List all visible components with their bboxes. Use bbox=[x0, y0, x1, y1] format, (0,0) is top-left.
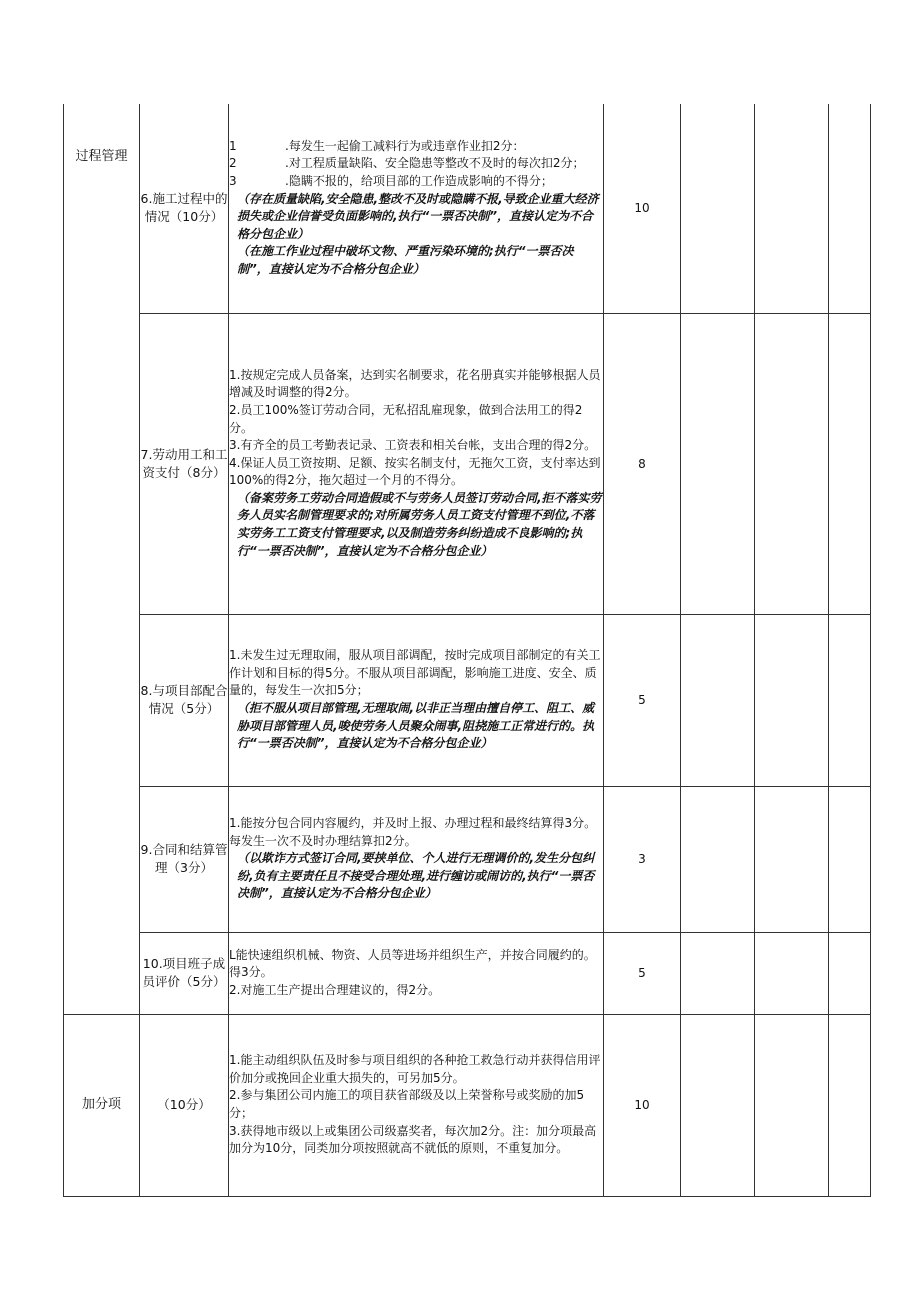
table-row bbox=[64, 313, 871, 614]
score-cell: 10 bbox=[604, 104, 681, 313]
veto-note: （存在质量缺陷,安全隐患,整改不及时或隐瞒不报,导致企业重大经济损失或企业信誉受负面影响的,执行“一票否决制”，直接认定为不合格分包企业） bbox=[237, 191, 599, 241]
table-row bbox=[64, 786, 871, 932]
empty-cell bbox=[829, 313, 871, 614]
veto-note: （备案劳务工劳动合同造假或不与劳务人员签订劳动合同,拒不落实劳务人员实名制管理要求的;对所属劳务人员工资支付管理不到位,不落实劳务工工资支付管理要求,以及制造劳务纠纷造成不良影响的;执行“一票否决制”，直接认定为不合格分包企业） bbox=[237, 490, 602, 558]
table-row bbox=[64, 614, 871, 786]
empty-cell bbox=[829, 104, 871, 313]
item-name-cell: 10.项目班子成员评价（5分） bbox=[140, 932, 229, 1014]
category-cell-bonus bbox=[64, 1014, 140, 1196]
criteria-line: 1.未发生过无理取闹，服从项目部调配，按时完成项目部制定的有关工作计划和目标的得5分。不服从项目部调配，影响施工进度、安全、质量的，每发生一次扣5分； bbox=[229, 648, 601, 698]
empty-cell bbox=[681, 786, 755, 932]
empty-cell bbox=[829, 1014, 871, 1196]
score-cell: 8 bbox=[604, 313, 681, 614]
veto-note: （拒不服从项目部管理,无理取闹,以非正当理由擅自停工、阻工、威胁项目部管理人员,唆使劳务人员聚众闹事,阻挠施工正常进行的。执行“一票否决制”，直接认定为不合格分包企业） bbox=[237, 701, 595, 751]
empty-cell bbox=[829, 614, 871, 786]
item-name-cell: （10分） bbox=[140, 1014, 229, 1196]
item-name-cell: 8.与项目部配合情况（5分） bbox=[140, 614, 229, 786]
criteria-cell bbox=[229, 1014, 604, 1196]
table-row bbox=[64, 1014, 871, 1196]
category-cell-process bbox=[64, 104, 140, 1014]
empty-cell bbox=[755, 104, 829, 313]
empty-cell bbox=[681, 614, 755, 786]
criteria-line: 1.按规定完成人员备案，达到实名制要求，花名册真实并能够根据人员增减及时调整的得2分。 bbox=[229, 367, 601, 400]
criteria-line: 3.获得地市级以上或集团公司级嘉奖者，每次加2分。注：加分项最高加分为10分，同类加分项按照就高不就低的原则，不重复加分。 bbox=[229, 1123, 597, 1156]
table-row bbox=[64, 932, 871, 1014]
item-name-cell: 9.合同和结算管理（3分） bbox=[140, 786, 229, 932]
criteria-cell bbox=[229, 104, 604, 313]
score-cell: 5 bbox=[604, 932, 681, 1014]
criteria-line: 1 .每发生一起偷工减料行为或违章作业扣2分： bbox=[229, 138, 525, 153]
criteria-line: 2.员工100%签订劳动合同，无私招乱雇现象，做到合法用工的得2分。 bbox=[229, 402, 583, 435]
criteria-line: 1.能主动组织队伍及时参与项目组织的各种抢工救急行动并获得信用评价加分或挽回企业重大损失的，可另加5分。 bbox=[229, 1053, 601, 1085]
category-label: 过程管理 bbox=[75, 149, 128, 164]
score-cell: 3 bbox=[604, 786, 681, 932]
criteria-line: 2.参与集团公司内施工的项目获省部级及以上荣誉称号或奖励的加5分； bbox=[229, 1088, 585, 1120]
empty-cell bbox=[755, 313, 829, 614]
category-label: 加分项 bbox=[81, 1097, 121, 1112]
empty-cell bbox=[829, 932, 871, 1014]
empty-cell bbox=[681, 313, 755, 614]
empty-cell bbox=[681, 1014, 755, 1196]
item-name-cell: 7.劳动用工和工资支付（8分） bbox=[140, 313, 229, 614]
empty-cell bbox=[755, 614, 829, 786]
criteria-line: 3 .隐瞒不报的，给项目部的工作造成影响的不得分； bbox=[229, 174, 553, 189]
criteria-line: 1.能按分包合同内容履约，并及时上报、办理过程和最终结算得3分。每发生一次不及时办理结算扣2分。 bbox=[229, 816, 597, 848]
criteria-cell bbox=[229, 313, 604, 614]
veto-note: （在施工作业过程中破坏文物、严重污染环境的;执行“一票否决制”，直接认定为不合格分包企业） bbox=[237, 244, 574, 277]
criteria-cell bbox=[229, 786, 604, 932]
veto-note: （以欺诈方式签订合同,要挟单位、个人进行无理调价的,发生分包纠纷,负有主要责任且不接受合理处理,进行缠访或闹访的,执行“一票否决制”，直接认定为不合格分包企业） bbox=[237, 851, 595, 901]
score-cell: 10 bbox=[604, 1014, 681, 1196]
item-name-cell: 6.施工过程中的情况（10分） bbox=[140, 104, 229, 313]
criteria-line: 4.保证人员工资按期、足额、按实名制支付，无拖欠工资，支付率达到100%的得2分，拖欠超过一个月的不得分。 bbox=[229, 455, 601, 488]
criteria-line: L能快速组织机械、物资、人员等进场并组织生产，并按合同履约的。得3分。 bbox=[229, 947, 596, 980]
criteria-cell bbox=[229, 614, 604, 786]
empty-cell bbox=[681, 104, 755, 313]
empty-cell bbox=[681, 932, 755, 1014]
criteria-line: 3.有齐全的员工考勤表记录、工资表和相关台帐，支出合理的得2分。 bbox=[229, 438, 597, 453]
empty-cell bbox=[755, 932, 829, 1014]
score-cell: 5 bbox=[604, 614, 681, 786]
empty-cell bbox=[755, 1014, 829, 1196]
criteria-line: 2 .对工程质量缺陷、安全隐患等整改不及时的每次扣2分； bbox=[229, 156, 585, 171]
empty-cell bbox=[755, 786, 829, 932]
table-row bbox=[64, 104, 871, 313]
criteria-line: 2.对施工生产提出合理建议的，得2分。 bbox=[229, 982, 441, 997]
criteria-cell bbox=[229, 932, 604, 1014]
empty-cell bbox=[829, 786, 871, 932]
evaluation-table bbox=[63, 104, 871, 1197]
